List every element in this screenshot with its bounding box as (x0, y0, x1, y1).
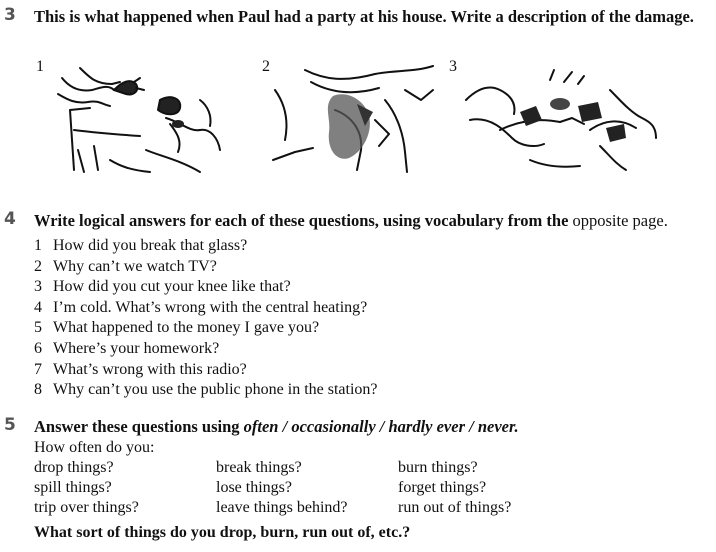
question-item: 5 What happened to the money I gave you? (34, 319, 320, 337)
picture-2-label: 2 (262, 58, 270, 75)
picture-1-broken-ornament (50, 60, 225, 180)
exercise-5-instruction (34, 416, 519, 437)
exercise-5-instruction-prefix: Answer these questions using (34, 417, 240, 436)
question-list (34, 236, 378, 401)
exercise-3-number: 3 (4, 5, 16, 25)
activity-cell: lose things? (216, 479, 292, 496)
picture-3-hands-broken-object (460, 60, 660, 180)
picture-2-torn-damage (265, 60, 440, 175)
exercise-4-instruction (34, 210, 714, 231)
activity-cell: drop things? (34, 459, 114, 476)
how-often-label: How often do you: (34, 439, 155, 456)
exercise-5-number: 5 (4, 415, 16, 435)
final-question: What sort of things do you drop, burn, run out of, etc.? (34, 524, 411, 541)
activity-cell: forget things? (398, 479, 487, 496)
activity-cell: leave things behind? (216, 499, 348, 516)
exercise-4-instruction-bold: Write logical answers for each of these questions, using vocabulary from the (34, 211, 569, 230)
activity-cell: burn things? (398, 459, 478, 476)
exercise-4-number: 4 (4, 209, 16, 229)
exercise-5-instruction-options: often / occasionally / hardly ever / never. (243, 417, 519, 436)
question-item: 8 Why can’t you use the public phone in the station? (34, 381, 378, 399)
activity-cell: run out of things? (398, 499, 512, 516)
exercise-4-instruction-rest: opposite page. (572, 211, 668, 230)
question-item: 2 Why can’t we watch TV? (34, 257, 217, 275)
activity-cell: spill things? (34, 479, 112, 496)
question-item: 7 What’s wrong with this radio? (34, 360, 247, 378)
activity-cell: trip over things? (34, 499, 139, 516)
question-item: 1 How did you break that glass? (34, 237, 248, 254)
question-item: 4 I’m cold. What’s wrong with the central heating? (34, 298, 368, 316)
picture-1-label: 1 (36, 58, 44, 75)
exercise-3-instruction: This is what happened when Paul had a party at his house. Write a description of the damage. (34, 7, 694, 26)
question-item: 3 How did you cut your knee like that? (34, 278, 291, 296)
picture-3-label: 3 (449, 58, 457, 75)
activity-cell: break things? (216, 459, 302, 476)
question-item: 6 Where’s your homework? (34, 339, 220, 357)
